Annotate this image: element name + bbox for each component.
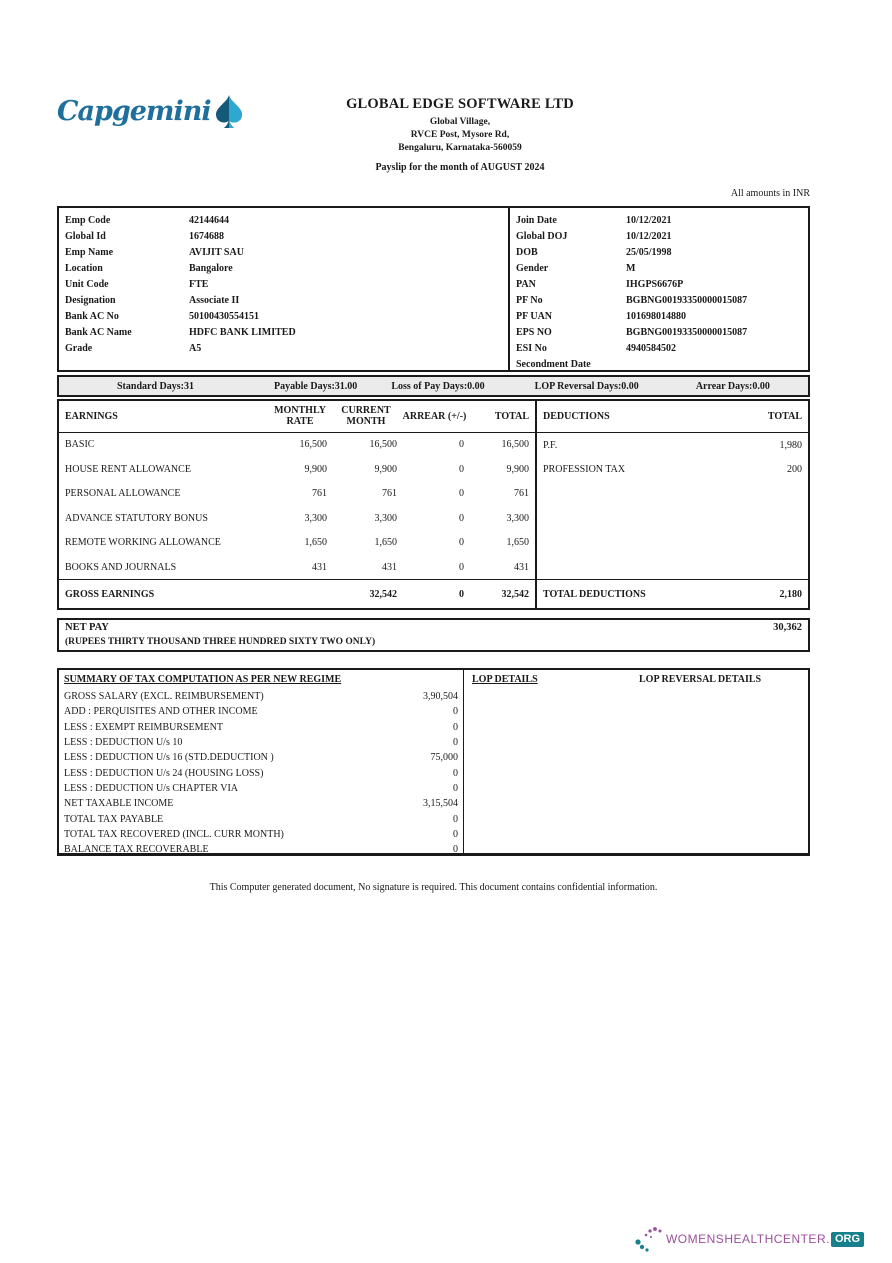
tax-row-tax-recovered: TOTAL TAX RECOVERED (INCL. CURR MONTH) 0: [64, 828, 458, 840]
info-row-global-doj: Global DOJ 10/12/2021: [516, 230, 672, 242]
info-row-emp-name: Emp Name AVIJIT SAU: [65, 246, 244, 258]
info-row-global-id: Global Id 1674688: [65, 230, 224, 242]
footer-disclaimer: This Computer generated document, No signature is required. This document contains confidential information.: [209, 882, 658, 893]
tax-computation-section: [59, 670, 464, 856]
lop-section: [464, 670, 808, 853]
earning-row-hra: HOUSE RENT ALLOWANCE 9,900 9,900 0 9,900: [65, 463, 529, 475]
tax-row-total-tax-payable: TOTAL TAX PAYABLE 0: [64, 813, 458, 825]
company-header: [200, 96, 720, 173]
watermark-text: WOMENSHEALTHCENTER.: [665, 1232, 830, 1246]
info-row-bank-ac-name: Bank AC Name HDFC BANK LIMITED: [65, 327, 296, 339]
lop-reversal-details-title: LOP REVERSAL DETAILS: [639, 674, 762, 685]
current-month-header: CURRENT MONTH: [341, 405, 391, 428]
tax-row-deduction-us24: LESS : DEDUCTION U/s 24 (HOUSING LOSS) 0: [64, 767, 458, 779]
deductions-header: DEDUCTIONS: [543, 411, 610, 422]
tax-row-deduction-us16: LESS : DEDUCTION U/s 16 (STD.DEDUCTION ) 75,000: [64, 752, 458, 764]
deductions-section: [537, 401, 808, 608]
lop-details-title: LOP DETAILS: [472, 674, 538, 685]
employee-info-left: [59, 208, 510, 370]
address-line-1: Global Village,: [429, 117, 491, 127]
info-row-join-date: Join Date 10/12/2021: [516, 214, 672, 226]
tax-row-gross-salary: GROSS SALARY (EXCL. REIMBURSEMENT) 3,90,504: [64, 691, 458, 703]
arrear-days: Arrear Days:0.00: [695, 380, 770, 392]
tax-row-net-taxable-income: NET TAXABLE INCOME 3,15,504: [64, 798, 458, 810]
loss-of-pay-days: Loss of Pay Days:0.00: [391, 380, 485, 392]
days-summary-bar: [57, 375, 810, 397]
tax-summary-box: [57, 668, 810, 856]
deductions-header-row: [537, 401, 808, 433]
earning-row-personal-allowance: PERSONAL ALLOWANCE 761 761 0 761: [65, 488, 529, 500]
tax-row-deduction-us10: LESS : DEDUCTION U/s 10 0: [64, 737, 458, 749]
earning-row-advance-statutory-bonus: ADVANCE STATUTORY BONUS 3,300 3,300 0 3,300: [65, 512, 529, 524]
net-pay-amount: 30,362: [773, 622, 802, 633]
payslip-period-title: Payslip for the month of AUGUST 2024: [375, 162, 545, 173]
deduction-row-profession-tax: PROFESSION TAX 200: [543, 464, 802, 476]
net-pay-label: NET PAY: [65, 622, 109, 633]
watermark-org-badge: ORG: [831, 1232, 864, 1247]
standard-days: Standard Days:31: [117, 380, 194, 392]
tax-row-perquisites: ADD : PERQUISITES AND OTHER INCOME 0: [64, 706, 458, 718]
company-address: [200, 116, 720, 155]
net-pay-box: [57, 618, 810, 652]
info-row-dob: DOB 25/05/1998: [516, 246, 672, 258]
info-row-secondment-date: Secondment Date: [516, 359, 591, 371]
arrear-header: ARREAR (+/-): [402, 410, 467, 422]
lop-reversal-days: LOP Reversal Days:0.00: [534, 380, 639, 392]
deductions-total-header: TOTAL: [767, 411, 802, 422]
tax-row-balance-tax-recoverable: BALANCE TAX RECOVERABLE 0: [64, 844, 458, 856]
info-row-designation: Designation Associate II: [65, 295, 240, 307]
info-row-emp-code: Emp Code 42144644: [65, 214, 229, 226]
capgemini-logo-text: Capgemini: [57, 95, 211, 127]
watermark-swoosh-dots-icon: [634, 1225, 664, 1253]
employee-info-box: [57, 206, 810, 372]
net-pay-in-words: (RUPEES THIRTY THOUSAND THREE HUNDRED SIXTY TWO ONLY): [65, 637, 376, 647]
info-row-pf-uan: PF UAN 101698014880: [516, 311, 686, 323]
info-row-pf-no: PF No BGBNG00193350000015087: [516, 295, 748, 307]
earnings-header: EARNINGS: [65, 410, 118, 422]
gross-earnings-row: GROSS EARNINGS 32,542 0 32,542: [59, 579, 535, 608]
tax-row-chapter-via: LESS : DEDUCTION U/s CHAPTER VIA 0: [64, 782, 458, 794]
address-line-2: RVCE Post, Mysore Rd,: [410, 130, 510, 140]
employee-info-right: [510, 208, 808, 370]
earning-row-remote-working-allowance: REMOTE WORKING ALLOWANCE 1,650 1,650 0 1,650: [65, 537, 529, 549]
company-name: GLOBAL EDGE SOFTWARE LTD: [346, 96, 574, 112]
earning-row-books-and-journals: BOOKS AND JOURNALS 431 431 0 431: [65, 561, 529, 573]
info-row-gender: Gender M: [516, 262, 636, 274]
tax-row-exempt-reimbursement: LESS : EXEMPT REIMBURSEMENT 0: [64, 721, 458, 733]
info-row-bank-ac-no: Bank AC No 50100430554151: [65, 311, 259, 323]
earnings-deductions-table: [57, 399, 810, 610]
total-deductions-row: TOTAL DEDUCTIONS 2,180: [537, 579, 808, 608]
earnings-header-row: [59, 401, 535, 433]
info-row-pan: PAN IHGPS6676P: [516, 278, 684, 290]
info-row-unit-code: Unit Code FTE: [65, 278, 209, 290]
tax-summary-title: SUMMARY OF TAX COMPUTATION AS PER NEW REGIME: [64, 674, 342, 685]
monthly-rate-header: MONTHLY RATE: [274, 405, 326, 428]
deduction-row-pf: P.F. 1,980: [543, 439, 802, 451]
payable-days: Payable Days:31.00: [273, 380, 358, 392]
info-row-location: Location Bangalore: [65, 262, 233, 274]
currency-note: All amounts in INR: [730, 188, 810, 199]
earnings-section: [59, 401, 537, 608]
info-row-grade: Grade A5: [65, 343, 202, 355]
address-line-3: Bengaluru, Karnataka-560059: [398, 143, 522, 153]
info-row-esi-no: ESI No 4940584502: [516, 343, 676, 355]
watermark: [634, 1225, 864, 1253]
info-row-eps-no: EPS NO BGBNG00193350000015087: [516, 327, 748, 339]
total-header: TOTAL: [494, 410, 529, 422]
earning-row-basic: BASIC 16,500 16,500 0 16,500: [65, 439, 529, 451]
